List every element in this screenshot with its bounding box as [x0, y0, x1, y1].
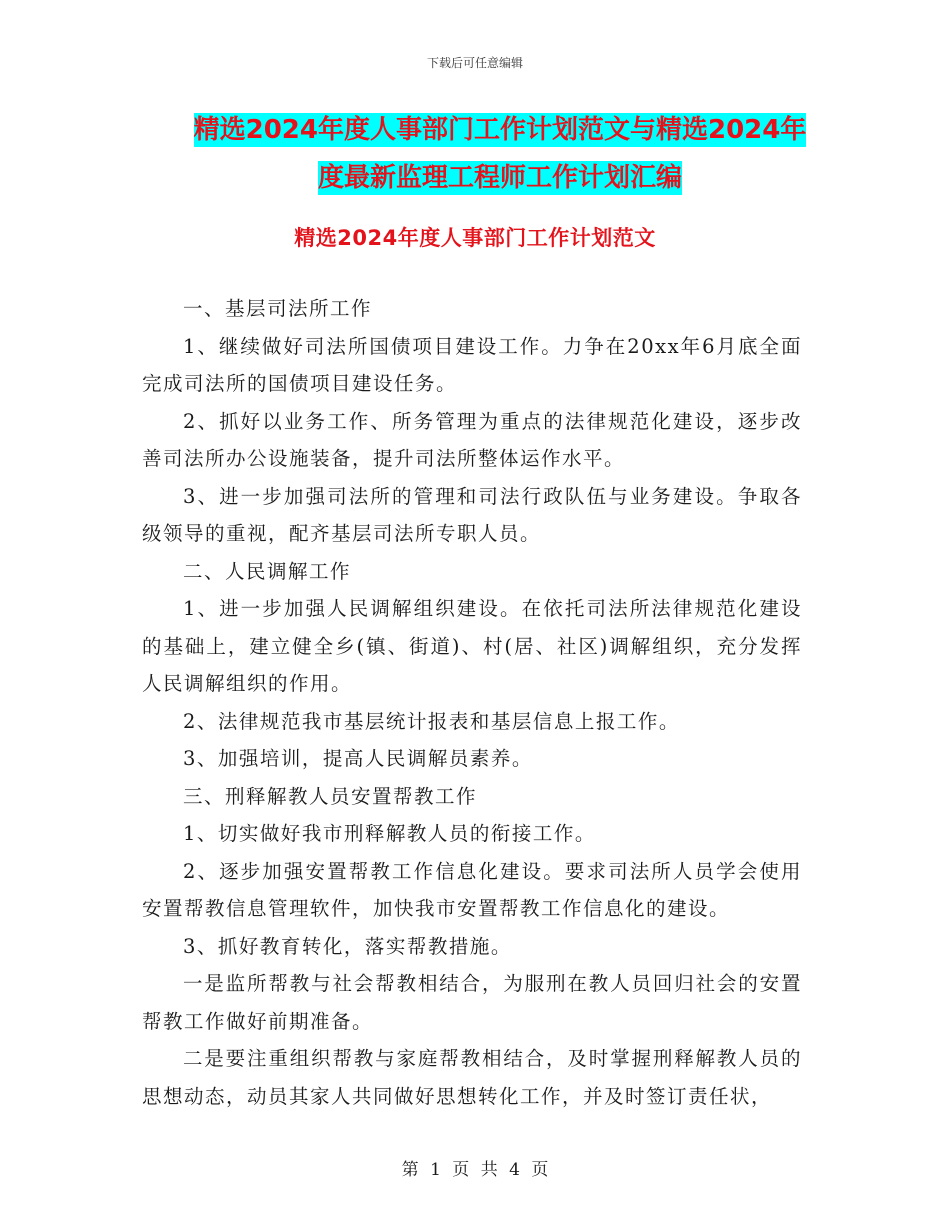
header-note: 下载后可任意编辑 — [426, 56, 523, 70]
page-footer: 第 1 页 共 4 页 — [401, 1160, 549, 1180]
paragraph: 三、刑释解教人员安置帮教工作 — [182, 784, 477, 808]
title-line-1: 精选2024年度人事部门工作计划范文与精选2024年 — [193, 115, 807, 145]
paragraph: 一是监所帮教与社会帮教相结合，为服刑在教人员回归社会的安置帮教工作做好前期准备。 — [142, 972, 802, 1033]
paragraph: 二是要注重组织帮教与家庭帮教相结合，及时掌握刑释解教人员的思想动态，动员其家人共同做好思想转化工作，并及时签订责任状， — [142, 1047, 802, 1108]
paragraph: 一、基层司法所工作 — [182, 297, 372, 320]
paragraph: 2、抓好以业务工作、所务管理为重点的法律规范化建设，逐步改善司法所办公设施装备，提升司法所整体运作水平。 — [142, 409, 802, 470]
paragraph: 1、进一步加强人民调解组织建设。在依托司法所法律规范化建设的基础上，建立健全乡(镇、街道)、村(居、社区)调解组织，充分发挥人民调解组织的作用。 — [142, 597, 802, 695]
paragraph: 3、加强培训，提高人民调解员素养。 — [182, 747, 533, 770]
paragraph: 1、继续做好司法所国债项目建设工作。力争在20xx年6月底全面完成司法所的国债项目建设任务。 — [142, 334, 802, 395]
document-body — [142, 290, 802, 1115]
paragraph: 1、切实做好我市刑释解教人员的衔接工作。 — [182, 822, 596, 845]
paragraph: 3、进一步加强司法所的管理和司法行政队伍与业务建设。争取各级领导的重视，配齐基层司法所专职人员。 — [142, 484, 802, 545]
paragraph: 2、逐步加强安置帮教工作信息化建设。要求司法所人员学会使用安置帮教信息管理软件，加快我市安置帮教工作信息化的建设。 — [142, 859, 802, 920]
section-title: 精选2024年度人事部门工作计划范文 — [294, 226, 656, 250]
title-line-2: 度最新监理工程师工作计划汇编 — [317, 163, 682, 193]
document-title — [150, 106, 850, 202]
paragraph: 3、抓好教育转化，落实帮教措施。 — [182, 934, 512, 958]
paragraph: 二、人民调解工作 — [182, 559, 351, 583]
paragraph: 2、法律规范我市基层统计报表和基层信息上报工作。 — [182, 709, 680, 733]
